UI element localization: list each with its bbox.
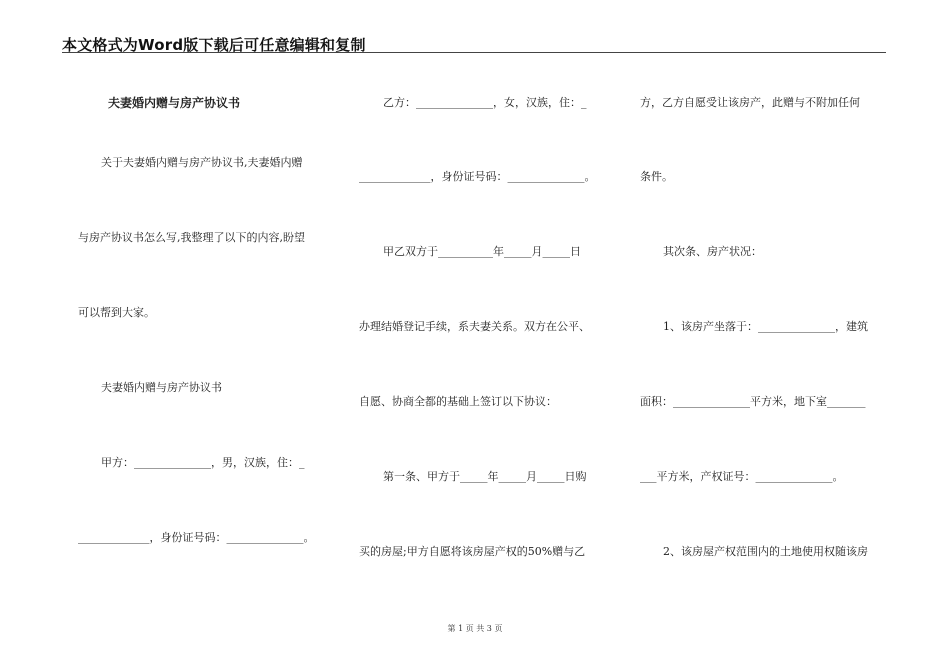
header-divider	[62, 52, 886, 53]
paragraph-line: 方，乙方自愿受让该房产，此赠与不附加任何	[640, 96, 860, 109]
paragraph-line: 1、该房产坐落于：______________，建筑	[663, 320, 868, 333]
paragraph-line: 2、该房屋产权范围内的土地使用权随该房	[663, 545, 868, 558]
paragraph-line: 甲方：______________，男，汉族，住：_	[101, 456, 305, 469]
page-number: 第 1 页 共 3 页	[447, 624, 503, 633]
document-title: 夫妻婚内赠与房产协议书	[108, 96, 241, 110]
paragraph-line: 买的房屋;甲方自愿将该房屋产权的50%赠与乙	[359, 545, 586, 558]
paragraph-line: 关于夫妻婚内赠与房产协议书,夫妻婚内赠	[101, 156, 303, 169]
paragraph-line: _____________，身份证号码：______________。	[359, 170, 596, 183]
paragraph-line: _____________，身份证号码：______________。	[78, 531, 315, 544]
paragraph-line: 与房产协议书怎么写,我整理了以下的内容,盼望	[78, 231, 305, 244]
paragraph-line: 条件。	[640, 170, 673, 183]
paragraph-line: 面积：______________平方米，地下室_______	[640, 395, 866, 408]
paragraph-line: 可以帮到大家。	[78, 306, 155, 319]
header-title: 本文格式为Word版下载后可任意编辑和复制	[62, 36, 366, 54]
paragraph-line: 乙方：______________，女，汉族，住：_	[383, 96, 587, 109]
paragraph-line: 自愿、协商全都的基础上签订以下协议：	[359, 395, 557, 408]
paragraph-line: 甲乙双方于__________年_____月_____日	[383, 245, 581, 258]
paragraph-line: ___平方米，产权证号：______________。	[640, 470, 844, 483]
section-heading: 其次条、房产状况：	[663, 245, 762, 258]
paragraph-line: 办理结婚登记手续，系夫妻关系。双方在公平、	[359, 320, 590, 333]
paragraph-line: 第一条、甲方于_____年_____月_____日购	[383, 470, 587, 483]
section-heading: 夫妻婚内赠与房产协议书	[101, 381, 222, 394]
